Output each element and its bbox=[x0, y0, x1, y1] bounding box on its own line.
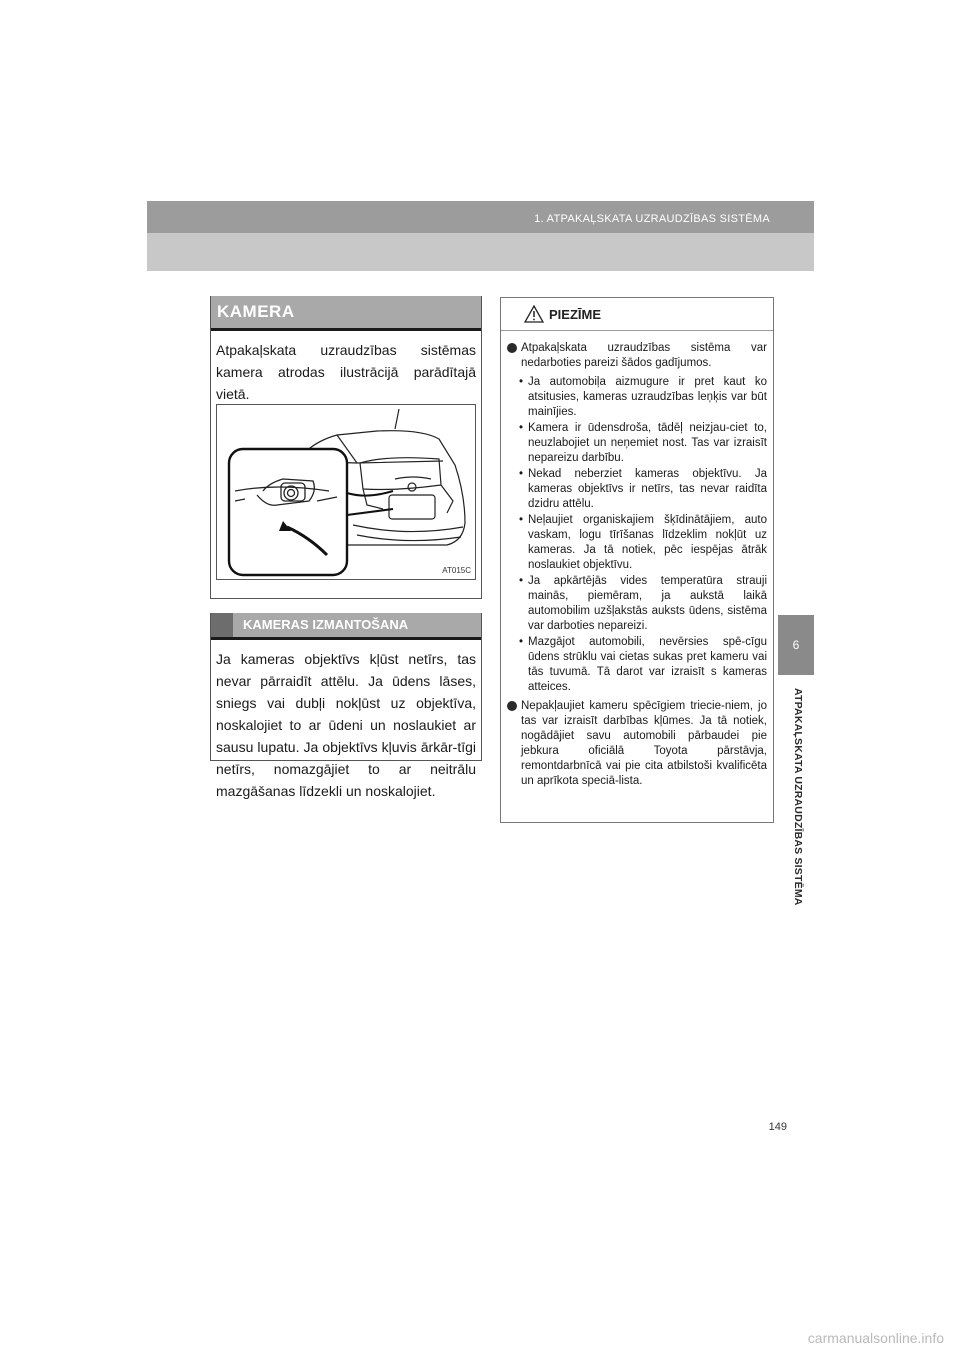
header-strip bbox=[147, 201, 814, 233]
note-subitem-text: Kamera ir ūdensdroša, tādēļ neizjau-ciet to, neuzlabojiet un neņemiet nost. Tas var izraisīt nepareizu darbību. bbox=[528, 422, 767, 464]
section-title: 1. ATPAKAĻSKATA UZRAUDZĪBAS SISTĒMA bbox=[534, 213, 770, 225]
bullet-dot-icon bbox=[507, 701, 517, 711]
usage-section bbox=[210, 613, 482, 799]
chapter-tab: 6 bbox=[778, 615, 814, 675]
sub-bullet-icon: • bbox=[519, 514, 524, 526]
note-title: PIEZĪME bbox=[549, 307, 602, 322]
heading-marker bbox=[211, 613, 233, 637]
note-subitem bbox=[507, 635, 767, 695]
car-rear-drawing bbox=[217, 405, 475, 579]
note-subitem bbox=[507, 421, 767, 466]
sub-bullet-icon: • bbox=[519, 636, 524, 648]
footer-watermark: carmanualsonline.info bbox=[807, 1330, 944, 1346]
note-box bbox=[500, 297, 774, 823]
note-subitem bbox=[507, 574, 767, 634]
note-subitem-text: Mazgājot automobili, nevērsies spē-cīgu ūdens strūklu vai cietas sukas pret kameru vai tās tuvumā. Tā darot var izraisīt s kameras atteices. bbox=[528, 636, 767, 693]
camera-location-illustration bbox=[216, 404, 476, 580]
sub-bullet-icon: • bbox=[519, 376, 524, 388]
bullet-dot-icon bbox=[507, 343, 517, 353]
page-number: 149 bbox=[768, 1121, 787, 1133]
note-subitem-text: Nekad neberziet kameras objektīvu. Ja kameras objektīvs ir netīrs, tas nevar raidīta dzidru attēlu. bbox=[528, 468, 767, 510]
kamera-text: Atpakaļskata uzraudzības sistēmas kamera atrodas ilustrācijā parādītajā vietā. bbox=[216, 342, 476, 402]
usage-heading-text: KAMERAS IZMANTOŠANA bbox=[243, 617, 409, 632]
illustration-code: AT015C bbox=[442, 566, 471, 575]
note-header bbox=[501, 298, 773, 331]
note-subitem-text: Ja apkārtējās vides temperatūra strauji mainās, piemēram, ja aukstā laikā automobilim uzšļakstās auksts ūdens, sistēma var darboties nepareizi. bbox=[528, 575, 767, 632]
note-bullet-text: Nepakļaujiet kameru spēcīgiem triecie-niem, jo tas var izraisīt darbības kļūmes. Ja tā notiek, nogādājiet savu automobili pārbaudei pie jebkura oficiālā Toyota pārstāvja, remontdarbnīcā vai pie cita atbilstoši kvalificēta un aprīkota speciā-lista. bbox=[521, 700, 767, 787]
note-subitem bbox=[507, 375, 767, 420]
note-bullet bbox=[507, 341, 767, 371]
note-body bbox=[501, 331, 773, 789]
chapter-side-label: ATPAKAĻSKATA UZRAUDZĪBAS SISTĒMA bbox=[792, 688, 804, 906]
note-subitem-text: Ja automobiļa aizmugure ir pret kaut ko atsitusies, kameras uzraudzības leņķis var būt mainījies. bbox=[528, 376, 767, 418]
note-subitem-text: Neļaujiet organiskajiem šķīdinātājiem, auto vaskam, logu tīrīšanas līdzeklim nokļūt uz kameras. Ja tā notiek, pēc iespējas ātrāk noslaukiet objektīvu. bbox=[528, 514, 767, 571]
usage-text: Ja kameras objektīvs kļūst netīrs, tas nevar pārraidīt attēlu. Ja ūdens lāses, sniegs vai dubļi nokļūst uz objektīva, noskalojiet to ar ūdeni un noslaukiet ar sausu lupatu. Ja objektīvs kļuvis ārkār-tīgi netīrs, nomazgājiet to ar neitrālu mazgāšanas līdzekli un noskalojiet. bbox=[216, 651, 476, 799]
sub-bullet-icon: • bbox=[519, 468, 524, 480]
page-header bbox=[147, 201, 814, 271]
kamera-heading: KAMERA bbox=[211, 296, 481, 331]
note-subitem bbox=[507, 467, 767, 512]
warning-icon bbox=[524, 305, 544, 323]
note-bullet bbox=[507, 699, 767, 789]
sub-bullet-icon: • bbox=[519, 575, 524, 587]
note-subitem bbox=[507, 513, 767, 573]
sub-bullet-icon: • bbox=[519, 422, 524, 434]
note-bullet-text: Atpakaļskata uzraudzības sistēma var nedarboties pareizi šādos gadījumos. bbox=[521, 342, 767, 369]
usage-heading bbox=[211, 613, 481, 640]
kamera-section bbox=[210, 296, 482, 599]
